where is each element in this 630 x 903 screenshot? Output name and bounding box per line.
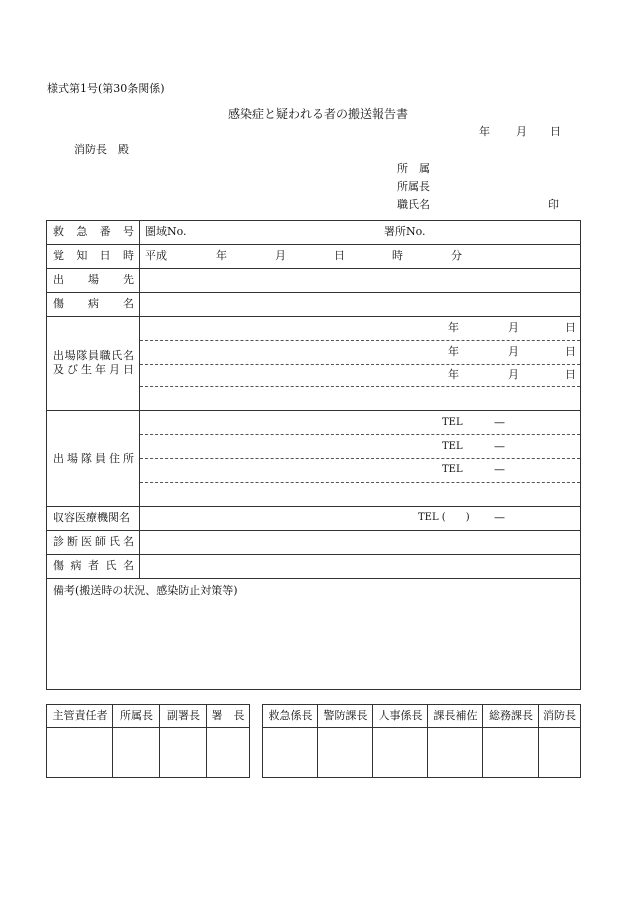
crew-1-birth-month[interactable]: 月 bbox=[508, 321, 519, 334]
seal-mark: 印 bbox=[548, 198, 559, 211]
approval-left-seal-cell-1[interactable] bbox=[113, 729, 160, 777]
form-number: 様式第1号(第30条関係) bbox=[47, 82, 165, 95]
remarks-field[interactable] bbox=[47, 600, 580, 689]
crew-2-birth-day[interactable]: 日 bbox=[565, 345, 576, 358]
approval-table-left bbox=[46, 704, 250, 778]
date-year: 年 bbox=[479, 125, 490, 138]
diagnosis-field[interactable] bbox=[140, 293, 580, 315]
row-line bbox=[46, 410, 581, 411]
crew-address-subline bbox=[140, 458, 580, 459]
crew-2-birth-year[interactable]: 年 bbox=[448, 345, 459, 358]
dispatch-location-label: 出 場 先 bbox=[53, 273, 134, 286]
patient-field[interactable] bbox=[140, 555, 580, 577]
crew-name-subline bbox=[140, 340, 580, 341]
approval-right-seal-cell-2[interactable] bbox=[373, 729, 428, 777]
reporter-head: 所属長 bbox=[397, 180, 430, 193]
row-line bbox=[46, 244, 581, 245]
approval-left-seal-cell-0[interactable] bbox=[47, 729, 113, 777]
approval-right-seal-cell-0[interactable] bbox=[263, 729, 318, 777]
crew-2-tel-dash: — bbox=[494, 440, 505, 453]
diagnosis-label: 傷 病 名 bbox=[53, 297, 134, 310]
document-title: 感染症と疑われる者の搬送報告書 bbox=[228, 107, 409, 121]
hospital-tel[interactable]: TEL ( ) bbox=[418, 512, 470, 523]
crew-2-birth-month[interactable]: 月 bbox=[508, 345, 519, 358]
crew-3-birth-year[interactable]: 年 bbox=[448, 368, 459, 381]
approval-right-header-1: 警防課長 bbox=[323, 709, 368, 722]
reporter-position-name: 職氏名 bbox=[397, 198, 430, 211]
approval-right-seal-cell-1[interactable] bbox=[318, 729, 373, 777]
approval-right-seal-cell-5[interactable] bbox=[539, 729, 580, 777]
crew-1-tel-dash: — bbox=[494, 416, 505, 429]
approval-right-header-divider bbox=[263, 727, 580, 728]
crew-1-tel[interactable]: TEL bbox=[442, 417, 463, 428]
crew-1-birth-year[interactable]: 年 bbox=[448, 321, 459, 334]
area-number-field[interactable]: 圏域No. bbox=[145, 225, 187, 238]
approval-left-header-divider bbox=[47, 727, 249, 728]
reporter-affiliation: 所 属 bbox=[397, 162, 430, 175]
crew-address-label: 出 場 隊 員 住 所 bbox=[53, 452, 134, 465]
report-time-day[interactable]: 日 bbox=[334, 249, 345, 262]
addressee: 消防長 殿 bbox=[74, 143, 129, 156]
crew-address-subline bbox=[140, 434, 580, 435]
approval-left-header-2: 副署長 bbox=[167, 709, 200, 722]
approval-right-seal-cell-3[interactable] bbox=[428, 729, 483, 777]
doctor-field[interactable] bbox=[140, 531, 580, 553]
crew-3-birth-month[interactable]: 月 bbox=[508, 368, 519, 381]
crew-2-tel[interactable]: TEL bbox=[442, 441, 463, 452]
row-line bbox=[46, 578, 581, 579]
crew-names-label bbox=[47, 349, 138, 377]
approval-left-seal-cell-2[interactable] bbox=[160, 729, 207, 777]
crew-names-label-line1: 出 場 隊 員 職 氏 名 bbox=[53, 349, 134, 362]
doctor-label: 診 断 医 師 氏 名 bbox=[53, 535, 134, 548]
remarks-label: 備考(搬送時の状況、感染防止対策等) bbox=[53, 584, 238, 597]
approval-right-header-5: 消防長 bbox=[543, 709, 576, 722]
dispatch-location-field[interactable] bbox=[140, 269, 580, 291]
row-line bbox=[46, 506, 581, 507]
date-day: 日 bbox=[550, 125, 561, 138]
approval-left-header-3: 署 長 bbox=[211, 709, 245, 722]
crew-3-birth-day[interactable]: 日 bbox=[565, 368, 576, 381]
crew-3-tel-dash: — bbox=[494, 463, 505, 476]
crew-1-birth-day[interactable]: 日 bbox=[565, 321, 576, 334]
report-time-label: 覚 知 日 時 bbox=[53, 249, 134, 262]
approval-left-header-0: 主管責任者 bbox=[52, 709, 108, 722]
patient-label: 傷 病 者 氏 名 bbox=[53, 559, 134, 572]
hospital-label: 収容医療機関名 bbox=[53, 511, 130, 524]
report-time-era: 平成 bbox=[145, 249, 167, 262]
approval-table-right bbox=[262, 704, 581, 778]
approval-left-header-1: 所属長 bbox=[120, 709, 153, 722]
approval-right-header-4: 総務課長 bbox=[489, 709, 533, 722]
crew-name-subline bbox=[140, 386, 580, 387]
hospital-tel-dash: — bbox=[494, 511, 505, 524]
row-line bbox=[46, 316, 581, 317]
report-time-minute[interactable]: 分 bbox=[451, 249, 462, 262]
station-number-field[interactable]: 署所No. bbox=[384, 225, 426, 238]
approval-left-seal-cell-3[interactable] bbox=[207, 729, 249, 777]
approval-right-header-2: 人事係長 bbox=[378, 709, 423, 722]
date-month: 月 bbox=[516, 125, 527, 138]
crew-3-tel[interactable]: TEL bbox=[442, 464, 463, 475]
approval-right-header-0: 救急係長 bbox=[268, 709, 313, 722]
approval-right-header-3: 課長補佐 bbox=[433, 709, 478, 722]
emergency-number-label: 救 急 番 号 bbox=[53, 225, 134, 238]
crew-address-subline bbox=[140, 482, 580, 483]
report-time-hour[interactable]: 時 bbox=[392, 249, 403, 262]
crew-names-label-line2: 及 び 生 年 月 日 bbox=[53, 363, 134, 376]
report-time-month[interactable]: 月 bbox=[275, 249, 286, 262]
crew-name-subline bbox=[140, 364, 580, 365]
approval-right-seal-cell-4[interactable] bbox=[483, 729, 539, 777]
report-time-year[interactable]: 年 bbox=[216, 249, 227, 262]
